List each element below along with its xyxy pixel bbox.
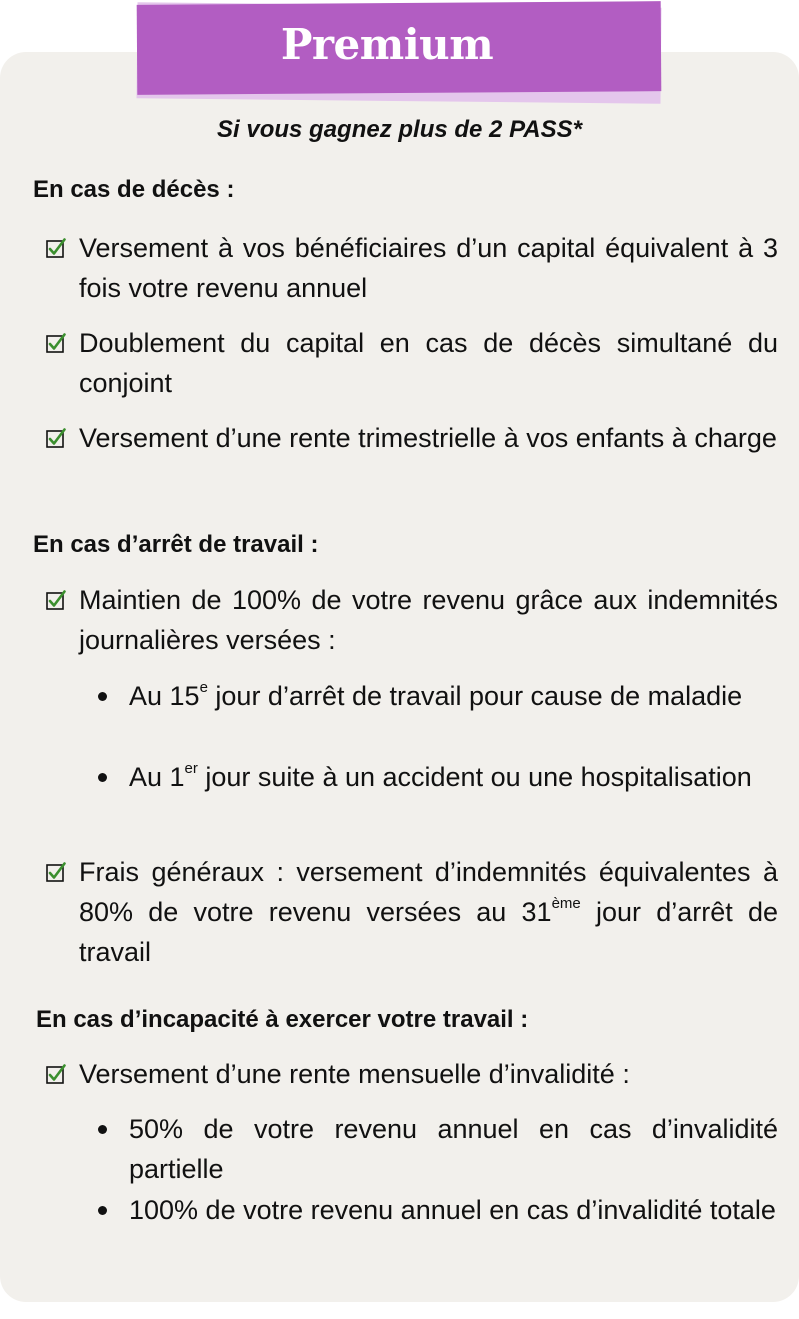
bullet-item [98, 1190, 778, 1230]
bullet-item-text: Au 1er jour suite à un accident ou une hospitalisation [129, 760, 752, 792]
bullet-item-text: 100% de votre revenu annuel en cas d’invalidité totale [129, 1195, 776, 1225]
checkbox-check-icon [46, 428, 66, 448]
list-item-text: Maintien de 100% de votre revenu grâce aux indemnités journalières versées : [79, 585, 778, 655]
section-heading-incapacite: En cas d’incapacité à exercer votre travail : [36, 1006, 529, 1033]
list-item [46, 323, 778, 403]
bullet-item-text: Au 15e jour d’arrêt de travail pour cause de maladie [129, 679, 743, 711]
section-heading-deces: En cas de décès : [33, 176, 235, 203]
list-item-text: Versement à vos bénéficiaires d’un capital équivalent à 3 fois votre revenu annuel [79, 233, 778, 303]
bullet-item-text: 50% de votre revenu annuel en cas d’invalidité partielle [129, 1114, 778, 1184]
list-item [46, 580, 778, 660]
plan-title: Premium [280, 20, 494, 69]
list-item [46, 1054, 778, 1094]
bullet-item [98, 1109, 778, 1189]
plan-subtitle: Si vous gagnez plus de 2 PASS* [217, 116, 582, 143]
checkbox-check-icon [46, 1064, 66, 1084]
bullet-dot-icon [98, 773, 107, 782]
list-item [46, 418, 778, 458]
bullet-dot-icon [98, 1125, 107, 1134]
bullet-dot-icon [98, 1206, 107, 1215]
list-item [46, 228, 778, 308]
section-heading-arret-travail: En cas d’arrêt de travail : [33, 531, 319, 558]
checkbox-check-icon [46, 333, 66, 353]
checkbox-check-icon [46, 590, 66, 610]
list-item [46, 852, 778, 972]
bullet-item [98, 676, 778, 716]
checkbox-check-icon [46, 238, 66, 258]
list-item-text: Doublement du capital en cas de décès simultané du conjoint [79, 328, 778, 398]
list-item-text: Versement d’une rente mensuelle d’invalidité : [79, 1059, 630, 1089]
bullet-item [98, 757, 778, 797]
list-item-text: Versement d’une rente trimestrielle à vos enfants à charge [79, 423, 777, 453]
bullet-dot-icon [98, 692, 107, 701]
checkbox-check-icon [46, 862, 66, 882]
list-item-text: Frais généraux : versement d’indemnités équivalentes à 80% de votre revenu versées au 31ème jour d’arrêt de travail [79, 857, 779, 967]
